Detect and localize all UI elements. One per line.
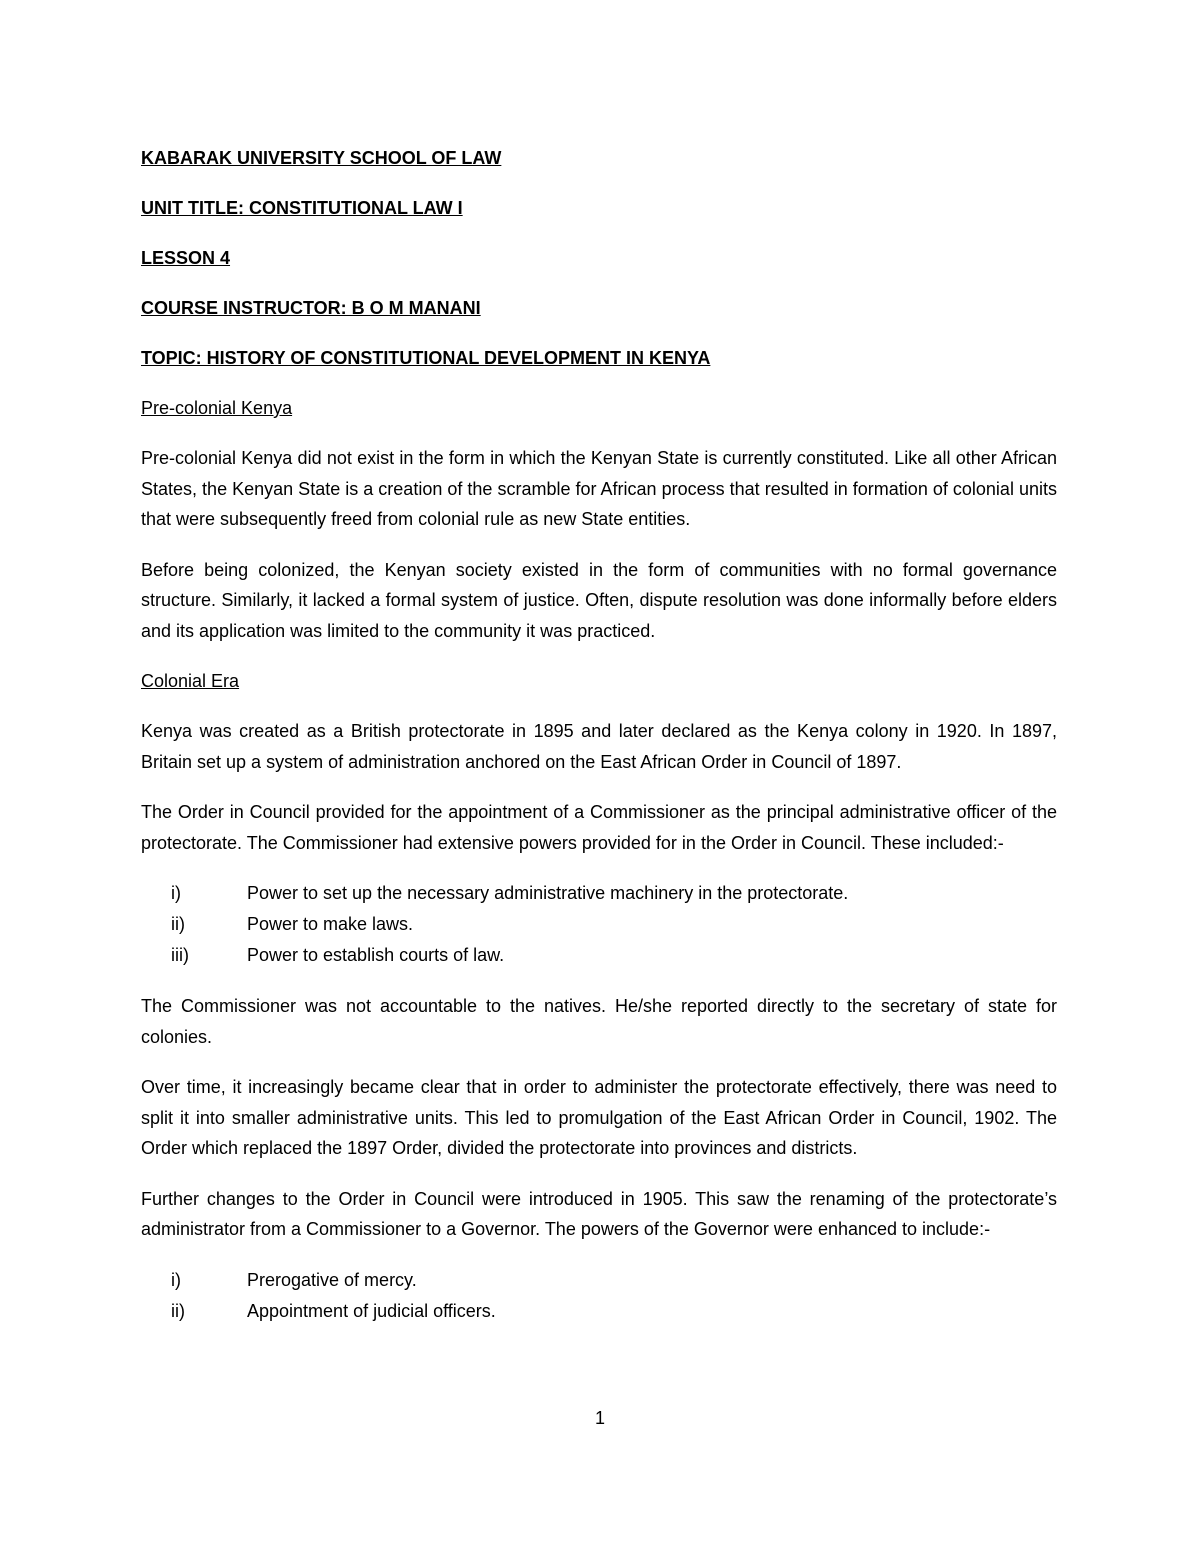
commissioner-powers-list [141, 878, 1057, 971]
list-item-text: Power to make laws. [247, 914, 414, 934]
list-item-number: i) [171, 883, 181, 903]
paragraph: Before being colonized, the Kenyan society existed in the form of communities with no formal governance structure. Similarly, it lacked a formal system of justice. Often, dispute resolution was done informally before elders and its application was limited to the community it was practiced. [141, 559, 1057, 641]
page-number: 1 [594, 1408, 605, 1428]
document-body [141, 143, 1057, 1347]
list-item-text: Appointment of judicial officers. [247, 1300, 496, 1321]
paragraph: Over time, it increasingly became clear that in order to administer the protectorate effectively, there was need to split it into smaller administrative units. This led to promulgation of the East African Order in Council, 1902. The Order which replaced the 1897 Order, divided the protectorate into provinces and districts. [141, 1077, 1057, 1158]
list-item-text: Power to set up the necessary administrative machinery in the protectorate. [247, 883, 849, 903]
list-item-number: ii) [171, 1300, 185, 1321]
list-item [141, 1265, 1057, 1296]
instructor-heading: COURSE INSTRUCTOR: B O M MANANI [141, 298, 481, 318]
paragraph: The Order in Council provided for the appointment of a Commissioner as the principal administrative officer of the protectorate. The Commissioner had extensive powers provided for in the Order in Council. These included:- [141, 802, 1057, 853]
paragraph: Pre-colonial Kenya did not exist in the form in which the Kenyan State is currently constituted. Like all other African States, the Kenyan State is a creation of the scramble for African process that resulted in formation of colonial units that were subsequently freed from colonial rule as new State entities. [141, 448, 1057, 529]
list-item-number: i) [171, 1269, 181, 1290]
list-item-text: Prerogative of mercy. [247, 1269, 417, 1290]
list-item-number: iii) [171, 945, 189, 965]
unit-title-heading: UNIT TITLE: CONSTITUTIONAL LAW I [141, 198, 463, 218]
list-item-text: Power to establish courts of law. [247, 945, 505, 965]
list-item [141, 1296, 1057, 1327]
paragraph: Further changes to the Order in Council were introduced in 1905. This saw the renaming of the protectorate’s administrator from a Commissioner to a Governor. The powers of the Governor were enhanced to include:- [141, 1188, 1057, 1239]
precolonial-heading: Pre-colonial Kenya [141, 398, 293, 418]
paragraph: Kenya was created as a British protectorate in 1895 and later declared as the Kenya colony in 1920. In 1897, Britain set up a system of administration anchored on the East African Order in Council of 1897. [141, 721, 1057, 772]
list-item [141, 909, 1057, 940]
paragraph: The Commissioner was not accountable to the natives. He/she reported directly to the secretary of state for colonies. [141, 996, 1057, 1047]
list-item [141, 940, 1057, 971]
institution-heading: KABARAK UNIVERSITY SCHOOL OF LAW [141, 148, 502, 168]
topic-heading: TOPIC: HISTORY OF CONSTITUTIONAL DEVELOPMENT IN KENYA [141, 348, 711, 368]
governor-powers-list [141, 1265, 1057, 1327]
colonial-era-heading: Colonial Era [141, 671, 240, 691]
list-item-number: ii) [171, 914, 185, 934]
list-item [141, 878, 1057, 909]
lesson-heading: LESSON 4 [141, 248, 231, 268]
